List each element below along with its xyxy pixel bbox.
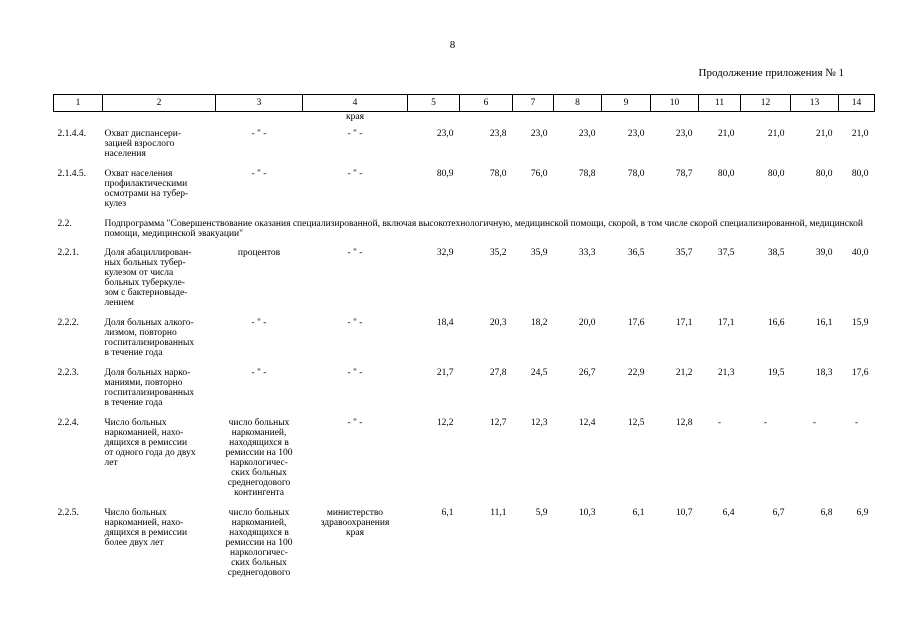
value-cell: 23,0 (627, 129, 645, 139)
fragment-text: края (346, 112, 364, 122)
value-cell: 20,0 (578, 318, 596, 328)
value-cell: 23,0 (436, 129, 454, 139)
value-cell: 18,4 (436, 318, 454, 328)
value-cell: 6,1 (441, 508, 454, 518)
value-cell: 12,3 (530, 418, 548, 428)
value-cell: 21,0 (815, 129, 833, 139)
indicator-name: Охват населения профилактическими осмотрами на тубер- кулез (104, 169, 189, 209)
source-cell: министерство здравоохранения края (320, 508, 390, 538)
value-cell: 24,5 (530, 368, 548, 378)
value-cell: 35,7 (675, 248, 693, 258)
value-cell: 38,5 (767, 248, 785, 258)
header-cell: 11 (699, 95, 741, 112)
value-cell: 37,5 (717, 248, 735, 258)
header-cell: 3 (216, 95, 303, 112)
value-cell: 18,2 (530, 318, 548, 328)
value-cell: 22,9 (627, 368, 645, 378)
row-number: 2.1.4.4. (57, 129, 86, 139)
source-cell: - " - (347, 129, 363, 139)
indicator-name: Доля больных алкого- лизмом, повторно госпитализированных в течение года (104, 318, 195, 358)
row-number: 2.2.5. (57, 508, 79, 518)
header-cell: 2 (103, 95, 216, 112)
unit-cell: - " - (251, 318, 267, 328)
unit-cell: процентов (237, 248, 281, 258)
header-cell: 7 (513, 95, 554, 112)
value-cell: 16,1 (815, 318, 833, 328)
indicator-name: Охват диспансери- зацией взрослого населения (104, 129, 182, 159)
header-cell: 1 (54, 95, 103, 112)
value-cell: 76,0 (530, 169, 548, 179)
value-cell: 80,0 (767, 169, 785, 179)
header-cell: 4 (303, 95, 408, 112)
indicator-name: Число больных наркоманией, нахо- дящихся в ремиссии более двух лет (104, 508, 188, 548)
header-cell: 9 (602, 95, 651, 112)
table-row (54, 169, 875, 219)
value-cell: 33,3 (578, 248, 596, 258)
value-cell: 21,0 (851, 129, 869, 139)
value-cell: 80,0 (815, 169, 833, 179)
value-cell: 12,5 (627, 418, 645, 428)
subprogram-number: 2.2. (57, 219, 72, 229)
value-cell: 36,5 (627, 248, 645, 258)
table-row (54, 318, 875, 368)
table-row (54, 129, 875, 169)
unit-cell: - " - (251, 169, 267, 179)
header-cell: 6 (460, 95, 513, 112)
value-cell: 78,0 (627, 169, 645, 179)
header-cell: 10 (651, 95, 699, 112)
value-cell: 17,6 (851, 368, 869, 378)
value-cell: 23,0 (675, 129, 693, 139)
indicator-name: Доля абациллирован- ных больных тубер- кулезом от числа больных туберкуле- зом с бактериовыде- лением (104, 248, 192, 308)
header-cell: 13 (791, 95, 839, 112)
unit-cell: число больных наркоманией, находящихся в ремиссии на 100 наркологичес- ских больных среднегодового (225, 508, 293, 578)
value-cell: 23,8 (489, 129, 507, 139)
value-cell: 35,2 (489, 248, 507, 258)
indicator-name: Доля больных нарко- маниями, повторно госпитализированных в течение года (104, 368, 195, 408)
page-number: 8 (449, 39, 456, 51)
value-cell: 27,8 (489, 368, 507, 378)
value-cell: 23,0 (530, 129, 548, 139)
value-cell: 10,3 (578, 508, 596, 518)
header-row (54, 95, 875, 112)
value-cell: 17,6 (627, 318, 645, 328)
header-cell: 14 (839, 95, 875, 112)
value-cell: 18,3 (815, 368, 833, 378)
value-cell: 21,2 (675, 368, 693, 378)
table-row (54, 368, 875, 418)
value-cell: 17,1 (717, 318, 735, 328)
source-cell: - " - (347, 169, 363, 179)
value-cell: 78,7 (675, 169, 693, 179)
value-cell: 10,7 (675, 508, 693, 518)
value-cell: 12,8 (675, 418, 693, 428)
value-cell: 80,9 (436, 169, 454, 179)
unit-cell: - " - (251, 368, 267, 378)
value-cell: 80,0 (717, 169, 735, 179)
value-cell: 21,7 (436, 368, 454, 378)
value-cell: 80,0 (851, 169, 869, 179)
value-cell: - (812, 418, 817, 428)
source-cell: - " - (347, 248, 363, 258)
value-cell: 78,0 (489, 169, 507, 179)
table-row (54, 418, 875, 508)
unit-cell: - " - (251, 129, 267, 139)
value-cell: 5,9 (535, 508, 548, 518)
value-cell: 6,7 (772, 508, 785, 518)
source-cell: - " - (347, 418, 363, 428)
value-cell: - (763, 418, 768, 428)
source-cell: - " - (347, 368, 363, 378)
row-number: 2.2.1. (57, 248, 79, 258)
table-row (54, 248, 875, 318)
row-number: 2.2.3. (57, 368, 79, 378)
value-cell: 26,7 (578, 368, 596, 378)
value-cell: 21,0 (767, 129, 785, 139)
value-cell: 21,3 (717, 368, 735, 378)
value-cell: 20,3 (489, 318, 507, 328)
value-cell: 23,0 (578, 129, 596, 139)
row-number: 2.2.2. (57, 318, 79, 328)
continuation-label: Продолжение приложения № 1 (698, 67, 844, 79)
table-row (54, 508, 875, 588)
value-cell: 6,8 (820, 508, 833, 518)
source-cell: - " - (347, 318, 363, 328)
row-number: 2.1.4.5. (57, 169, 86, 179)
value-cell: 12,4 (578, 418, 596, 428)
value-cell: 39,0 (815, 248, 833, 258)
value-cell: 16,6 (767, 318, 785, 328)
value-cell: 35,9 (530, 248, 548, 258)
value-cell: 78,8 (578, 169, 596, 179)
indicators-table (53, 94, 875, 588)
header-cell: 12 (741, 95, 791, 112)
value-cell: 40,0 (851, 248, 869, 258)
value-cell: 6,1 (632, 508, 645, 518)
value-cell: - (717, 418, 722, 428)
header-cell: 5 (408, 95, 460, 112)
unit-cell: число больных наркоманией, находящихся в ремиссии на 100 наркологичес- ских больных среднегодового контингента (225, 418, 293, 498)
header-cell: 8 (554, 95, 602, 112)
value-cell: 6,4 (722, 508, 735, 518)
value-cell: 12,2 (436, 418, 454, 428)
subprogram-title: Подпрограмма "Совершенствование оказания специализированной, включая высокотехнологичную, медицинской помощи, скорой, в том числе скорой специализированной, медицинской помощи, медицинской эвакуации" (104, 219, 863, 239)
value-cell: - (854, 418, 859, 428)
row-number: 2.2.4. (57, 418, 79, 428)
value-cell: 12,7 (489, 418, 507, 428)
fragment-row (54, 112, 875, 130)
value-cell: 6,9 (856, 508, 869, 518)
value-cell: 21,0 (717, 129, 735, 139)
value-cell: 17,1 (675, 318, 693, 328)
indicator-name: Число больных наркоманией, нахо- дящихся в ремиссии от одного года до двух лет (104, 418, 196, 468)
subprogram-row (54, 219, 875, 248)
value-cell: 11,1 (490, 508, 507, 518)
value-cell: 32,9 (436, 248, 454, 258)
value-cell: 19,5 (767, 368, 785, 378)
value-cell: 15,9 (851, 318, 869, 328)
